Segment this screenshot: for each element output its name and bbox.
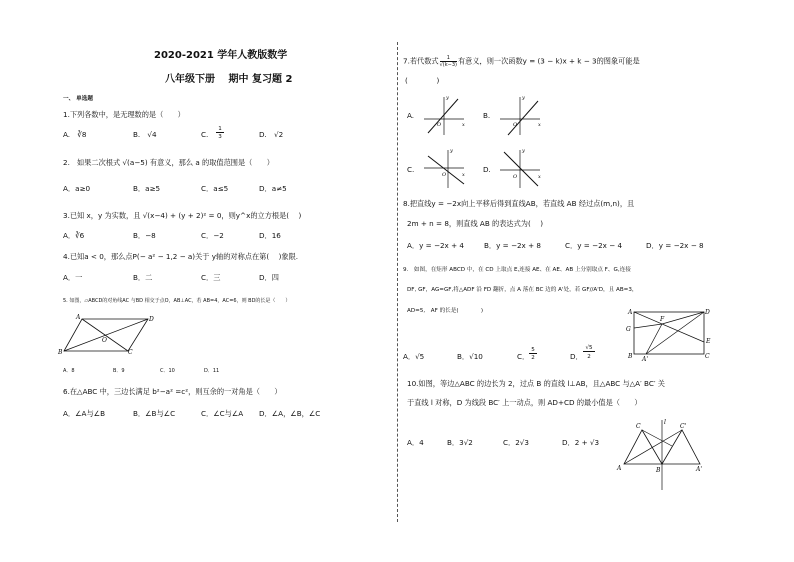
svg-text:A': A' <box>696 466 702 473</box>
q5-label-b: B <box>58 349 63 356</box>
q1-c-numerator: 1 <box>216 126 224 133</box>
q5-label-c: C <box>128 349 133 356</box>
q5-option-c: C．10 <box>160 368 175 374</box>
q1-option-a: A. ∛8 <box>63 130 87 139</box>
q2-option-d: D．a≠5 <box>259 184 287 193</box>
column-divider <box>397 42 398 522</box>
q7-frac-num: 1 <box>440 55 457 62</box>
q1-option-d: D. √2 <box>259 130 284 139</box>
q9-option-b: B．√10 <box>457 352 483 361</box>
q7-graph-b <box>496 93 544 137</box>
q3-option-a: A．∛6 <box>63 231 85 240</box>
q5-stem: 5. 如图，▱ABCD的对角线AC 与BD 相交于点O，AB⊥AC，若 AB=4，AC=6，则 BD的长是（ ） <box>63 298 291 304</box>
q10-stem-line2: 于直线 l 对称，D 为线段 BC′ 上一动点，则 AD+CD 的最小值是（ ） <box>407 398 642 407</box>
svg-text:y: y <box>522 95 525 101</box>
q9-d-denominator: 2 <box>587 354 591 360</box>
q6-option-d: D．∠A，∠B，∠C <box>259 409 321 418</box>
q4-option-c: C．三 <box>201 273 221 282</box>
svg-text:D: D <box>705 309 710 316</box>
svg-text:A: A <box>628 309 633 316</box>
q7-option-b: B. <box>483 111 491 120</box>
q8-option-c: C．y = −2x − 4 <box>565 241 623 250</box>
svg-text:O: O <box>437 122 442 128</box>
q5-option-d: D．11 <box>204 368 220 374</box>
q10-triangle-figure <box>616 416 704 492</box>
q8-option-d: D．y = −2x − 8 <box>646 241 704 250</box>
svg-text:O: O <box>442 172 447 178</box>
q9-option-a: A．√5 <box>403 352 425 361</box>
q9-c-denominator: 2 <box>531 355 535 361</box>
q2-stem: 2. 如果二次根式 √(a−5) 有意义，那么 a 的取值范围是（ ） <box>63 158 274 167</box>
q9-d-numerator: √5 <box>583 345 595 352</box>
q6-option-c: C．∠C与∠A <box>201 409 244 418</box>
q2-option-b: B．a≥5 <box>133 184 161 193</box>
q10-option-d: D．2 + √3 <box>562 438 600 447</box>
svg-text:B: B <box>656 467 661 474</box>
q9-rectangle-figure <box>624 306 714 364</box>
svg-text:E: E <box>706 338 711 345</box>
q4-option-b: B．二 <box>133 273 153 282</box>
svg-text:l: l <box>664 419 666 426</box>
q3-option-c: C．−2 <box>201 231 224 240</box>
q9-option-c: C． <box>517 352 530 361</box>
q5-label-o: O <box>102 337 107 344</box>
q1-option-c: C. <box>201 130 209 139</box>
svg-text:O: O <box>513 122 518 128</box>
svg-text:x: x <box>462 172 465 178</box>
q3-stem: 3.已知 x，y 为实数，且 √(x−4) + (y + 2)² = 0，则y^x的立方根是( ) <box>63 211 302 220</box>
q4-stem: 4.已知a < 0，那么点P(− a² − 1,2 − a)关于 y轴的对称点在第( )象限. <box>63 252 299 261</box>
q6-option-b: B．∠B与∠C <box>133 409 176 418</box>
q4-option-d: D．四 <box>259 273 279 282</box>
q10-option-c: C．2√3 <box>503 438 529 447</box>
svg-text:A: A <box>617 465 622 472</box>
svg-text:F: F <box>660 316 665 323</box>
q5-label-d: D <box>149 316 154 323</box>
svg-text:B: B <box>628 353 633 360</box>
q3-option-b: B．−8 <box>133 231 156 240</box>
svg-text:C': C' <box>680 423 687 430</box>
q8-option-b: B．y = −2x + 8 <box>484 241 541 250</box>
q8-option-a: A．y = −2x + 4 <box>407 241 464 250</box>
q8-stem: 8.把直线y = −2x向上平移后得到直线AB，若直线 AB 经过点(m,n)，且 <box>403 199 635 208</box>
svg-text:A': A' <box>642 356 648 363</box>
q7-graph-a <box>420 93 468 137</box>
q6-option-a: A．∠A与∠B <box>63 409 106 418</box>
page-subtitle: 八年级下册 期中 复习题 2 <box>165 74 293 85</box>
svg-text:G: G <box>626 326 631 333</box>
q9-stem-line3: AD=5, AF 的长是( ) <box>407 308 484 314</box>
svg-text:C: C <box>705 353 710 360</box>
q10-option-b: B．3√2 <box>447 438 473 447</box>
q5-parallelogram-figure <box>60 312 160 360</box>
q7-graph-c <box>420 146 468 190</box>
q8-stem-line2: 2m + n = 8，则直线 AB 的表达式为( ) <box>407 219 544 228</box>
svg-text:x: x <box>538 174 541 180</box>
q7-paren: ( ) <box>405 76 440 85</box>
svg-text:C: C <box>636 423 641 430</box>
q1-c-denominator: 3 <box>218 134 222 140</box>
q7-frac-den: √(k−3) <box>439 62 457 68</box>
q1-stem: 1.下列各数中，是无理数的是（ ） <box>63 110 185 119</box>
q3-option-d: D．16 <box>259 231 281 240</box>
svg-text:x: x <box>538 122 541 128</box>
page-title: 2020-2021 学年人教版数学 <box>154 50 288 61</box>
q7-option-a: A. <box>407 111 415 120</box>
q7-option-d: D. <box>483 165 491 174</box>
q1-option-b: B. √4 <box>133 130 157 139</box>
svg-text:y: y <box>450 148 453 154</box>
q9-option-d: D． <box>570 352 583 361</box>
svg-text:O: O <box>513 174 518 180</box>
q9-stem: 9. 如图，在矩形 ABCD 中，在 CD 上取点 E,连接 AE、在 AE、AB 上分别取点 F、G,连接 <box>403 267 631 273</box>
q5-label-a: A <box>76 314 81 321</box>
q10-stem: 10.如图，等边△ABC 的边长为 2，过点 B 的直线 l⊥AB，且△ABC 与△A′ BC′ 关 <box>407 379 665 388</box>
q9-c-numerator: 5 <box>529 347 537 354</box>
svg-text:y: y <box>446 95 449 101</box>
q2-option-c: C．a≤5 <box>201 184 229 193</box>
q7-stem: 7.若代数式 $\frac{1}{√(k-3)}$ 有意义，则一次函数y = (3 − k)x + k − 3的图象可能是 <box>403 55 640 68</box>
q9-stem-line2: DF, GF，AG=GF,将△ADF 沿 FD 翻折，点 A 落在 BC 边的 A'处，若 GF//A'D，且 AB=3， <box>407 287 638 293</box>
q7-option-c: C. <box>407 165 415 174</box>
q5-option-b: B．9 <box>113 368 125 374</box>
q6-stem: 6.在△ABC 中，三边长满足 b²−a² =c²，则互余的一对角是（ ） <box>63 387 282 396</box>
q7-graph-d <box>496 146 544 190</box>
q4-option-a: A．一 <box>63 273 83 282</box>
section-label: 一、 单选题 <box>63 96 93 102</box>
svg-text:x: x <box>462 122 465 128</box>
svg-text:y: y <box>522 148 525 154</box>
q5-option-a: A．8 <box>63 368 75 374</box>
q10-option-a: A．4 <box>407 438 424 447</box>
q2-option-a: A．a≥0 <box>63 184 91 193</box>
